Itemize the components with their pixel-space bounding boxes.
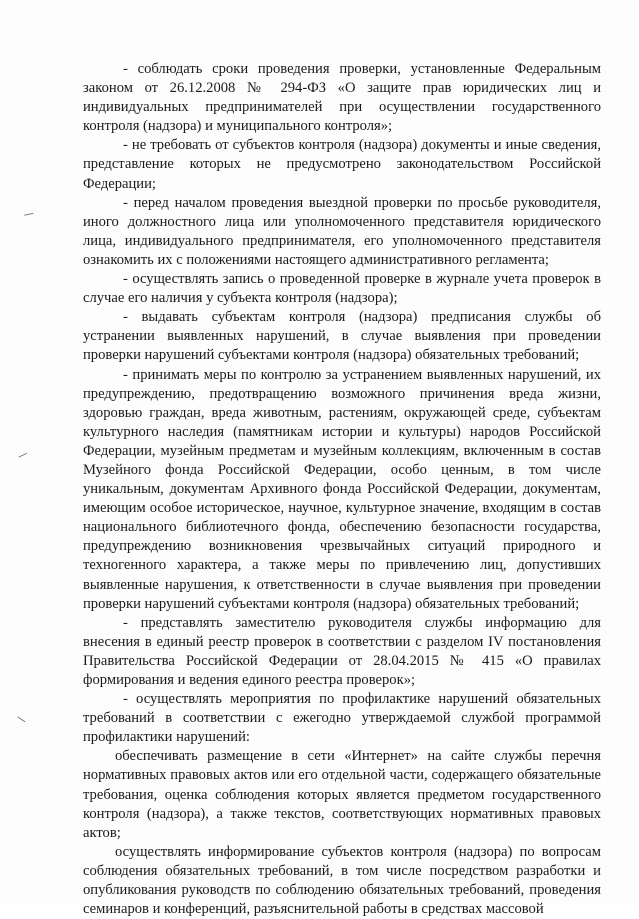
paragraph-inspection-deadlines: - соблюдать сроки проведения проверки, установленные Федеральным законом от 26.12.2008 № 294-ФЗ «О защите прав юридических лиц и индивидуальных предпринимателей при осуществлении государственного контроля (надзора) и муниципального контроля»; [83,61,601,135]
paragraph-issue-orders: - выдавать субъектам контроля (надзора) предписания службы об устранении выявленных нарушений, в случае выявления при проведении проверки нарушений субъектами контроля (надзора) обязательных требований; [83,309,601,364]
paragraph-prevention-measures: - осуществлять мероприятия по профилактике нарушений обязательных требований в соответствии с ежегодно утверждаемой службой программой профилактики нарушений: [83,691,601,746]
document-body [83,60,601,919]
paragraph-internet-publication: обеспечивать размещение в сети «Интернет» на сайте службы перечня нормативных правовых актов или его отдельной части, содержащего обязательные требования, оценка соблюдения которых является предметом государственного контроля (надзора), а также текстов, соответствующих нормативных правовых актов; [83,748,601,841]
paragraph-control-measures: - принимать меры по контролю за устранением выявленных нарушений, их предупреждению, предотвращению возможного причинения вреда жизни, здоровью граждан, вреда животным, растениям, окружающей среде, субъектам культурного наследия (памятникам истории и культуры) народов Российской Федерации, музейным предметам и музейным коллекциям, включенным в состав Музейного фонда Российской Федерации, особо ценным, в том числе уникальным, документам Архивного фонда Российской Федерации, документам, имеющим особое историческое, научное, культурное значение, входящим в состав национального библиотечного фонда, обеспечению безопасности государства, предупреждению возникновения чрезвычайных ситуаций природного и техногенного характера, а также меры по привлечению лиц, допустивших выявленные нарушения, к ответственности в случае выявления при проведении проверки нарушений субъектами контроля (надзора) обязательных требований; [83,366,601,612]
binding-hole-mark: — [22,208,35,221]
paragraph-informing-subjects: осуществлять информирование субъектов контроля (надзора) по вопросам соблюдения обязательных требований, в том числе посредством разработки и опубликования руководств по соблюдению обязательных требований, проведения семинаров и конференций, разъяснительной работы в средствах массовой [83,843,601,918]
paragraph-inspection-log: - осуществлять запись о проведенной проверке в журнале учета проверок в случае его наличия у субъекта контроля (надзора); [83,271,601,307]
paragraph-register-information: - представлять заместителю руководителя службы информацию для внесения в единый реестр проверок в соответствии с разделом IV постановления Правительства Российской Федерации от 28.04.2015 № 415 «О правилах формирования и ведения единого реестра проверок»; [83,614,601,688]
paragraph-familiarize-regulation: - перед началом проведения выездной проверки по просьбе руководителя, иного должностного лица или уполномоченного представителя юридического лица, индивидуального предпринимателя, его уполномоченного представителя ознакомить их с положениями настоящего административного регламента; [83,194,601,268]
binding-hole-mark: — [14,712,29,727]
paragraph-no-extra-documents: - не требовать от субъектов контроля (надзора) документы и иные сведения, представление которых не предусмотрено законодательством Российской Федерации; [83,137,601,192]
binding-hole-mark: — [15,448,30,463]
